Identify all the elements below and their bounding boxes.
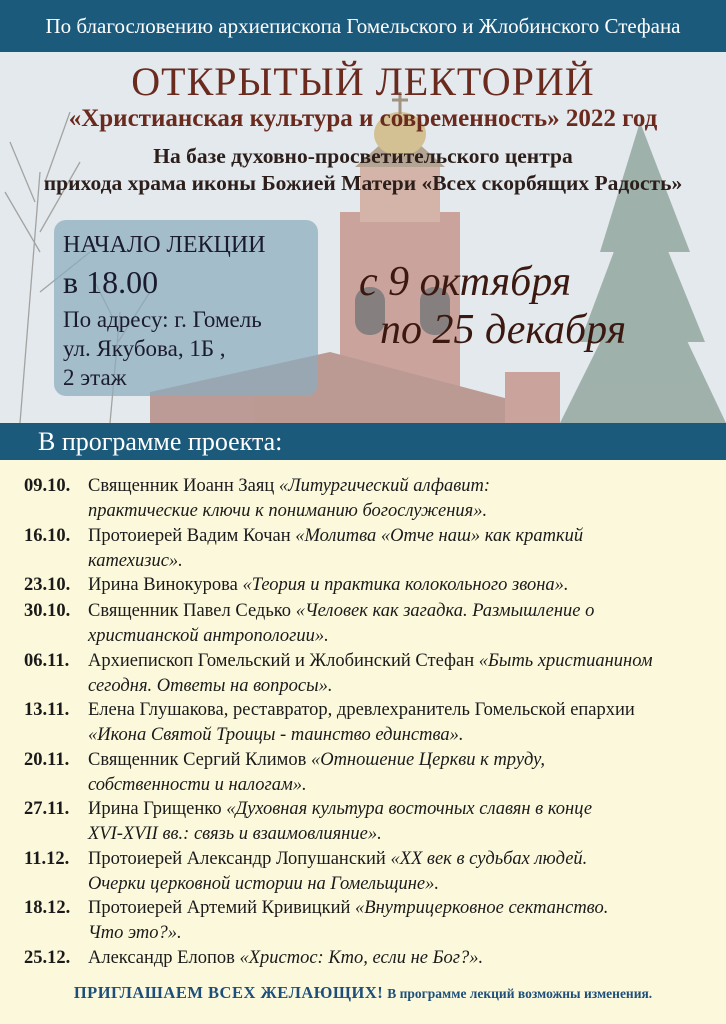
program-item-date: 20.11. <box>24 750 70 770</box>
program-item-topic: «Человек как загадка. Размышление о <box>295 601 595 621</box>
program-item-topic-cont: собственности и налогам». <box>88 775 307 795</box>
program-item-topic-cont: Что это?». <box>88 923 182 943</box>
program-item-topic: «Молитва «Отче наш» как краткий <box>295 526 584 546</box>
program-item-text <box>88 599 708 649</box>
program-item-topic-cont: сегодня. Ответы на вопросы». <box>88 676 333 696</box>
program-item-speaker: Ирина Винокурова <box>88 575 243 595</box>
program-item-speaker: Александр Елопов <box>88 948 240 968</box>
program-item-topic: «Духовная культура восточных славян в конце <box>226 799 593 819</box>
lecture-subtitle: «Христианская культура и современность» 2022 год <box>68 105 658 132</box>
program-item-date: 25.12. <box>24 948 71 968</box>
start-label: НАЧАЛО ЛЕКЦИИ <box>63 232 266 258</box>
invite-text: ПРИГЛАШАЕМ ВСЕХ ЖЕЛАЮЩИХ! <box>73 983 384 1002</box>
program-item-text <box>88 896 708 946</box>
info-box <box>54 220 318 396</box>
lecture-title: ОТКРЫТЫЙ ЛЕКТОРИЙ <box>131 59 595 104</box>
date-from: с 9 октября <box>359 259 572 305</box>
address-line-3: 2 этаж <box>63 365 127 390</box>
program-item-speaker: Священник Иоанн Заяц <box>88 476 279 496</box>
program-item-text <box>88 797 708 847</box>
program-item-text <box>88 698 708 748</box>
program-item-speaker: Священник Сергий Климов <box>88 750 311 770</box>
program-item-topic-cont: XVI-XVII вв.: связь и взаимовлияние». <box>88 824 382 844</box>
program-item-topic: «XX век в судьбах людей. <box>390 849 588 869</box>
program-item-speaker: Архиепископ Гомельский и Жлобинский Стефан <box>88 651 479 671</box>
program-item-date: 09.10. <box>24 476 71 496</box>
program-item-topic-cont: «Икона Святой Троицы - таинство единства». <box>88 725 464 745</box>
program-item-topic-cont: практические ключи к пониманию богослужения». <box>88 501 488 521</box>
program-item-speaker: Протоиерей Артемий Кривицкий <box>88 898 356 918</box>
program-item-topic-cont: катехизис». <box>88 551 183 571</box>
program-item-topic: «Теория и практика колокольного звона». <box>242 575 569 595</box>
program-item-date: 13.11. <box>24 700 70 720</box>
program-item-speaker: Протоиерей Александр Лопушанский <box>88 849 391 869</box>
program-item-speaker: Протоиерей Вадим Кочан <box>88 526 296 546</box>
start-time: в 18.00 <box>63 264 159 300</box>
address-line-2: ул. Якубова, 1Б , <box>63 336 226 361</box>
program-title: В программе проекта: <box>38 427 283 456</box>
program-item-text <box>88 946 708 971</box>
hero <box>0 52 726 423</box>
program-item-topic: «Отношение Церкви к труду, <box>310 750 546 770</box>
program-item-topic-cont: Очерки церковной истории на Гомельщине». <box>88 874 440 894</box>
program-item-topic: «Христос: Кто, если не Бог?». <box>239 948 484 968</box>
program-item-date: 30.10. <box>24 601 71 621</box>
blessing-banner <box>0 0 726 52</box>
program-item-date: 23.10. <box>24 575 71 595</box>
program-item-topic: «Литургический алфавит: <box>278 476 490 496</box>
program-item-text <box>88 524 708 574</box>
program-item-speaker: Священник Павел Седько <box>88 601 296 621</box>
changes-note: В программе лекций возможны изменения. <box>387 986 653 1001</box>
program-item-topic-cont: христианской антропологии». <box>88 626 329 646</box>
program-item-text <box>88 573 708 598</box>
program-item-text <box>88 748 708 798</box>
date-to: по 25 декабря <box>380 307 627 353</box>
program-item-speaker: Елена Глушакова, реставратор, древлехранитель Гомельской епархии <box>88 700 635 720</box>
program-item-date: 27.11. <box>24 799 70 819</box>
program-item-date: 18.12. <box>24 898 71 918</box>
program-item-topic: «Внутрицерковное сектанство. <box>355 898 609 918</box>
program-item-date: 06.11. <box>24 651 70 671</box>
program-header <box>0 423 726 460</box>
venue-line-1: На базе духовно-просветительского центра <box>153 144 573 168</box>
program-item-text <box>88 847 708 897</box>
program-item-text <box>88 474 708 524</box>
program-item-date: 16.10. <box>24 526 71 546</box>
program-item-date: 11.12. <box>24 849 70 869</box>
venue-line-2: прихода храма иконы Божией Матери «Всех скорбящих Радость» <box>43 171 683 195</box>
footer <box>0 983 726 1003</box>
program-item-text <box>88 649 708 699</box>
program-item-topic: «Быть христианином <box>478 651 653 671</box>
program-item-speaker: Ирина Грищенко <box>88 799 227 819</box>
address-line-1: По адресу: г. Гомель <box>63 307 262 332</box>
blessing-text: По благословению архиепископа Гомельского и Жлобинского Стефана <box>45 14 681 38</box>
